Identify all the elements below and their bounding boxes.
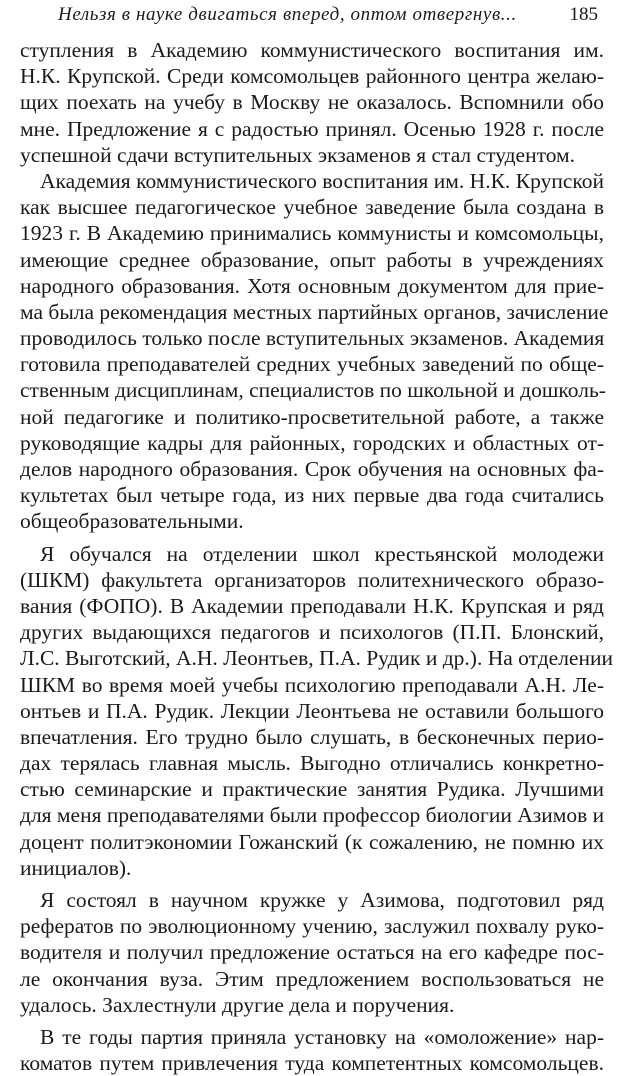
text-line: ной педагогике и политико-просветительной работе, а также — [20, 404, 604, 429]
text-line: народного образования. Хотя основным документом для прие- — [20, 273, 604, 298]
text-line: ственным дисциплинам, специалистов по школьной и дошколь- — [20, 378, 606, 403]
text-line: дах терялась главная мысль. Выгодно отличались конкретно- — [20, 751, 604, 776]
text-line: Академия коммунистического воспитания им. Н.К. Крупской — [40, 168, 604, 193]
text-line: Я состоял в научном кружке у Азимова, подготовил ряд — [40, 888, 604, 912]
running-head — [20, 4, 610, 30]
text-line: руководящие кадры для районных, городских и областных от- — [20, 430, 604, 455]
text-line: общеобразовательными. — [20, 509, 244, 534]
paragraph-4 — [20, 887, 604, 1018]
text-line: ле окончания вуза. Этим предложением воспользоваться не — [20, 966, 604, 991]
text-line: Л.С. Выготский, А.Н. Леонтьев, П.А. Рудик и др.). На отделении — [20, 646, 613, 671]
text-line: инициалов). — [20, 855, 132, 880]
page-number: 185 — [569, 4, 598, 25]
text-line: ступления в Академию коммунистического воспитания им. — [20, 38, 604, 62]
text-line: Я обучался на отделении школ крестьянской молодежи — [40, 541, 604, 566]
running-title: Нельзя в науке двигаться вперед, оптом отвергнув... — [58, 4, 517, 25]
text-line: вания (ФОПО). В Академии преподавали Н.К. Крупская и ряд — [20, 593, 604, 618]
text-line: В те годы партия приняла установку на «омоложение» нар- — [40, 1024, 604, 1049]
text-line: для меня преподавателями были профессор биологии Азимов и — [20, 803, 605, 828]
text-line: удалось. Захлестнули другие дела и поручения. — [20, 992, 455, 1017]
text-line: рефератов по эволюционному учению, заслужил похвалу руко- — [20, 914, 604, 939]
text-line: (ШКМ) факультета организаторов политехнического образо- — [20, 567, 604, 592]
text-line: стью семинарские и практические занятия Рудика. Лучшими — [20, 777, 604, 802]
paragraph-5 — [20, 1024, 604, 1076]
text-line: проводилось только после вступительных экзаменов. Академия — [20, 326, 605, 351]
text-line: онтьев и П.А. Рудик. Лекции Леонтьева не оставили большого — [20, 698, 604, 723]
text-line: мне. Предложение я с радостью принял. Осенью 1928 г. после — [20, 116, 604, 141]
text-line: водителя и получил предложение остаться на его кафедре пос- — [20, 940, 604, 965]
text-line: имеющие среднее образование, опыт работы в учреждениях — [20, 247, 604, 272]
body-text — [20, 37, 613, 1076]
text-line: других выдающихся педагогов и психологов (П.П. Блонский, — [20, 620, 604, 645]
text-line: успешной сдачи вступительных экзаменов я стал студентом. — [20, 142, 576, 167]
text-line: щих поехать на учебу в Москву не оказалось. Вспомнили обо — [20, 90, 604, 115]
paragraph-2 — [20, 168, 609, 535]
paragraph-1 — [20, 37, 604, 168]
text-line: Н.К. Крупской. Среди комсомольцев районного центра желаю- — [20, 64, 604, 89]
text-line: делов народного образования. Срок обучения на основных фа- — [20, 457, 604, 481]
text-line: ШКМ во время моей учебы психологию преподавали А.Н. Ле- — [20, 672, 604, 697]
text-line: впечатления. Его трудно было слушать, в бесконечных перио- — [20, 724, 604, 749]
text-line: готовила преподавателей средних учебных заведений по обще- — [20, 352, 604, 377]
text-line: 1923 г. В Академию принимались коммунисты и комсомольцы, — [20, 221, 604, 246]
paragraph-3 — [20, 541, 613, 881]
text-line: как высшее педагогическое учебное заведение была создана в — [20, 195, 604, 220]
text-line: доцент политэкономии Гожанский (к сожалению, не помню их — [20, 829, 604, 854]
text-line: коматов путем привлечения туда компетентных комсомольцев. — [20, 1051, 604, 1076]
text-line: ма была рекомендация местных партийных органов, зачисление — [20, 299, 609, 324]
text-line: культетах был четыре года, из них первые два года считались — [20, 483, 604, 508]
